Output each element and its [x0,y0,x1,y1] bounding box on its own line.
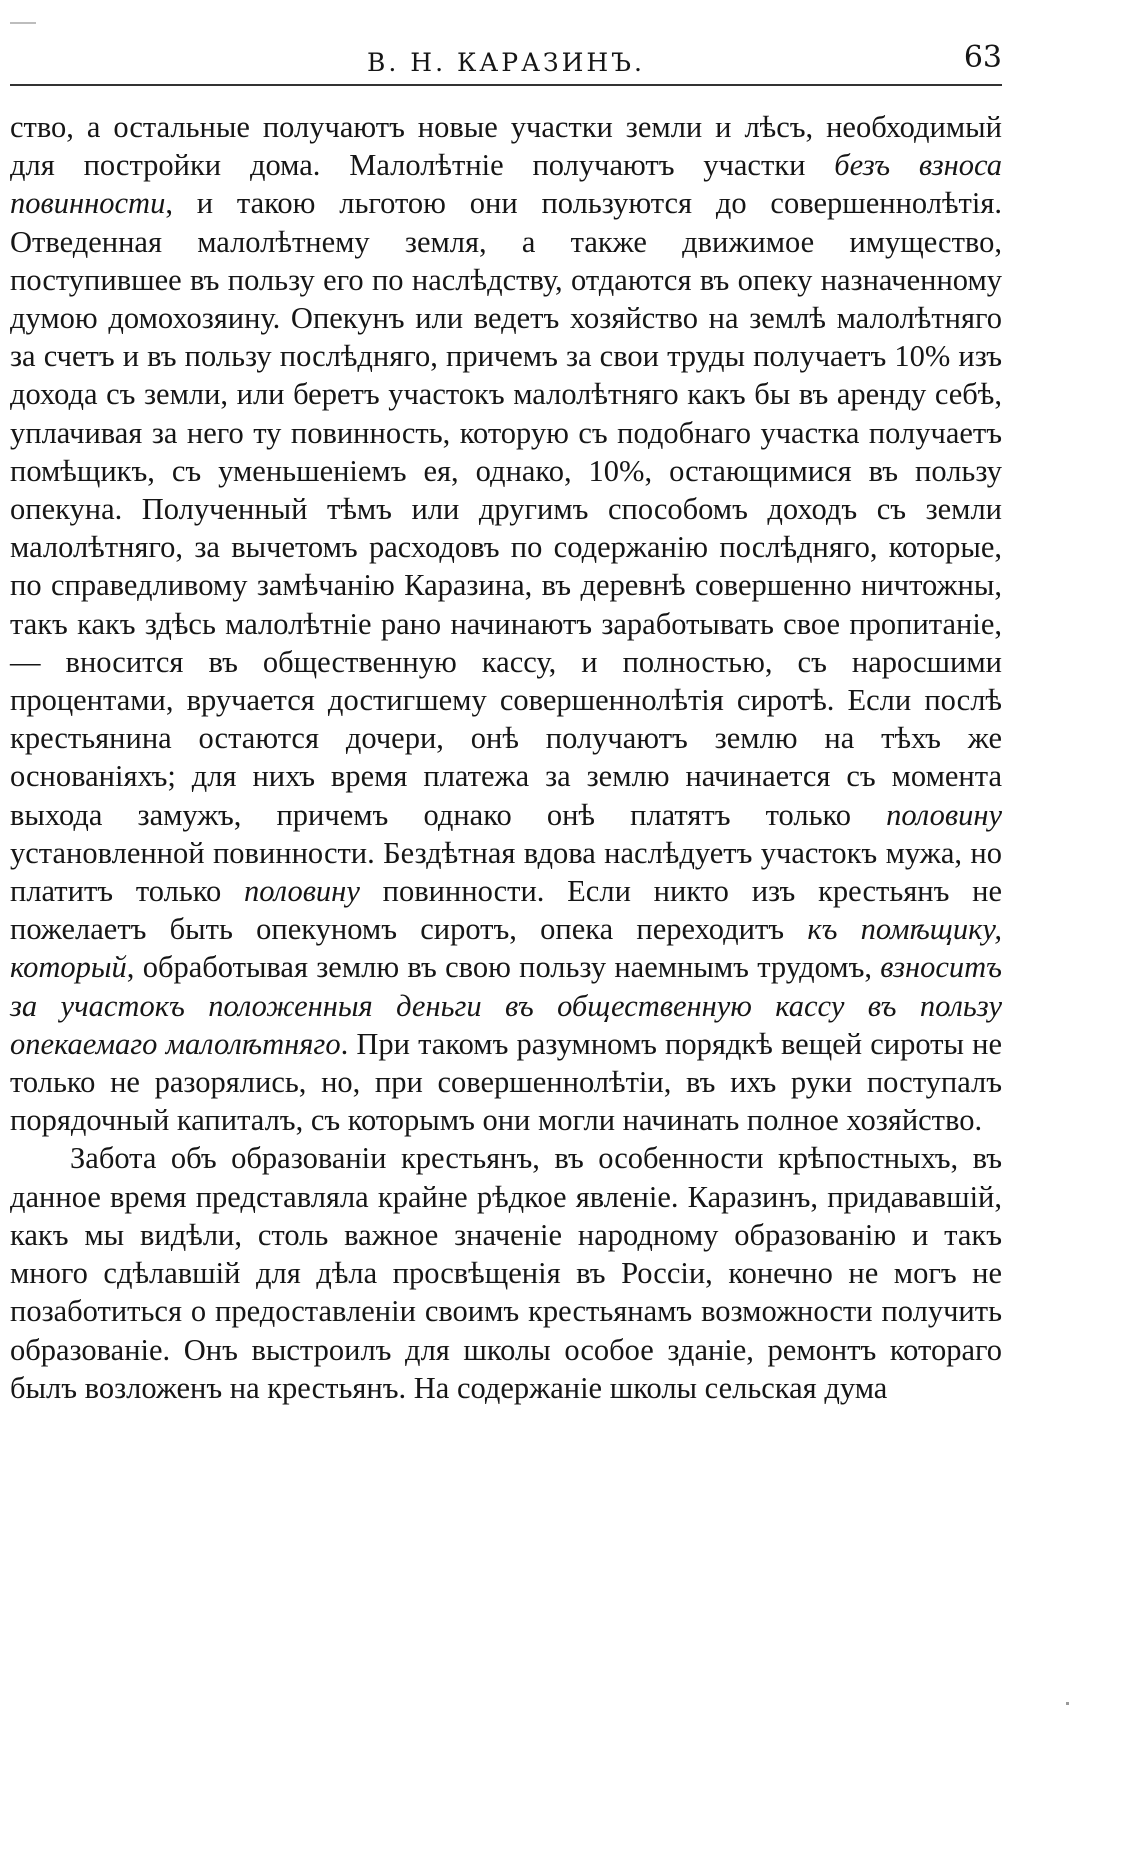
running-title: В. Н. КАРАЗИНЪ. [367,48,645,77]
page-body [10,108,1002,1407]
paragraph-1-text: ство, а остальные получаютъ новые участки земли и лѣсъ, необходимый для постройки дома. Малолѣтніе получаютъ участки [10,110,1002,183]
paragraph-1-text: , и такою льготою они пользуются до совершеннолѣтія. Отведенная малолѣтнему земля, а также движимое имущество, поступившее въ пользу его по наслѣдству, отдаются въ опеку назначенному думою домохозяину. Опекунъ или ведетъ хозяйство на землѣ малолѣтняго за счетъ и въ пользу послѣдняго, причемъ за свои труды получаетъ 10% изъ дохода съ земли, или беретъ участокъ малолѣтняго какъ бы въ аренду себѣ, уплачивая за него ту повинность, которую съ подобнаго участка получаетъ помѣщикъ, съ уменьшеніемъ ея, однако, 10%, остающимися въ пользу опекуна. Полученный тѣмъ или другимъ способомъ доходъ съ земли малолѣтняго, за вычетомъ расходовъ по содержанію послѣдняго, которые, по справедливому замѣчанію Каразина, въ деревнѣ совершенно ничтожны, такъ какъ здѣсь малолѣтніе рано начинаютъ заработывать свое пропитаніе, — вносится въ общественную кассу, и полностью, съ наросшими процентами, вручается достигшему совершеннолѣтія сиротѣ. Если послѣ крестьянина остаются дочери, онѣ получаютъ землю на тѣхъ же основаніяхъ; для нихъ время платежа за землю начинается съ момента выхода замужъ, причемъ однако онѣ платятъ только [10,186,1002,832]
scan-speck [1066,1702,1069,1705]
page-number: 63 [963,40,1002,75]
paragraph-1-text: . При такомъ разумномъ порядкѣ вещей сироты не только не разорялись, но, при совершеннолѣтіи, въ ихъ руки поступалъ порядочный капиталъ, съ которымъ они могли начинать полное хозяйство. [10,1026,1002,1138]
paragraph-2: Забота объ образованіи крестьянъ, въ особенности крѣпостныхъ, въ данное время представляла крайне рѣдкое явленіе. Каразинъ, придававшій, какъ мы видѣли, столь важное значеніе народному образованію и такъ много сдѣлавшій для дѣла просвѣщенія въ Россіи, конечно не могъ не позаботиться о предоставленіи своимъ крестьянамъ возможности получить образованіе. Онъ выстроилъ для школы особое зданіе, ремонтъ котораго былъ возложенъ на крестьянъ. На содержаніе школы сельская дума [10,1141,1002,1405]
emphasis-phrase: половину [886,797,1002,832]
page-edge-mark [10,22,36,24]
paragraph-1-text: повинности. Если никто изъ крестьянъ не пожелаетъ быть опекуномъ сиротъ, опека переходитъ [10,874,1002,947]
emphasis-phrase: безъ взноса повинности [10,148,1003,221]
running-header [10,40,1002,84]
emphasis-phrase: къ помѣщику, который [10,912,1002,985]
emphasis-phrase: взноситъ за участокъ положенныя деньги въ общественную кассу въ пользу опекаемаго малолѣтняго [10,950,1002,1061]
paragraph-1 [10,108,1002,1139]
paragraph-1-text: , обработывая землю въ свою пользу наемнымъ трудомъ, [126,950,881,985]
emphasis-phrase: половину [244,874,360,909]
header-rule [10,84,1002,86]
paragraph-1-text: установленной повинности. Бездѣтная вдова наслѣдуетъ участокъ мужа, но платитъ только [10,835,1002,909]
